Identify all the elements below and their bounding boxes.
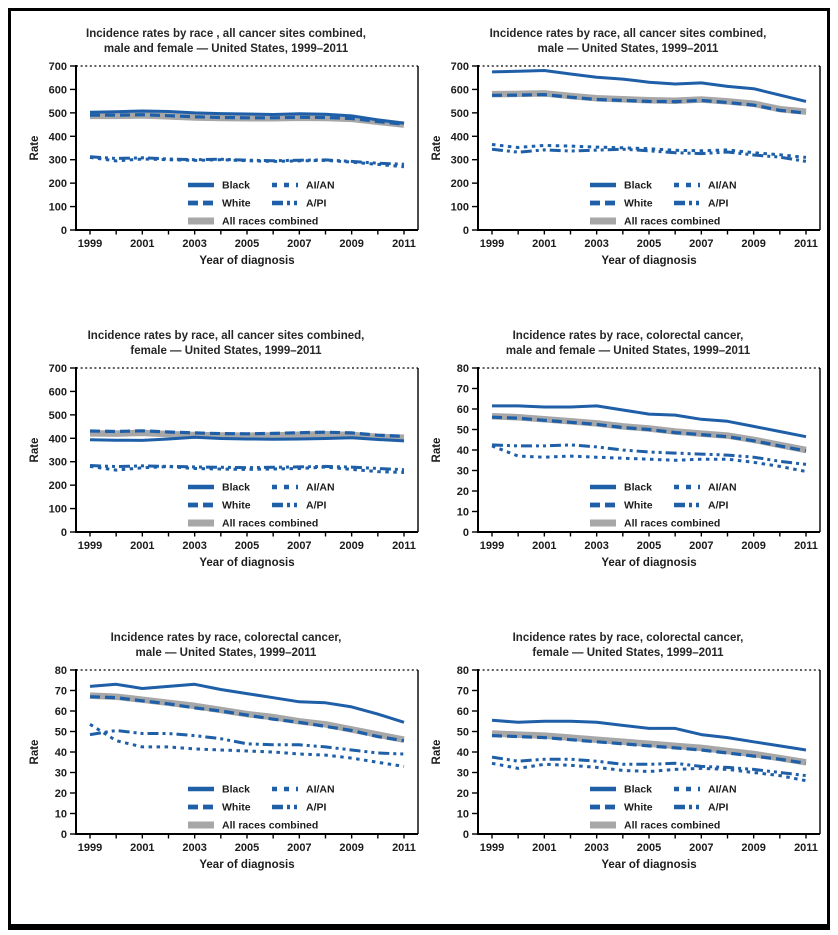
x-tick-label: 2009 — [741, 841, 766, 854]
x-tick-label: 2009 — [339, 539, 364, 552]
y-tick-label: 50 — [54, 726, 67, 739]
chart-title-line2: male and female — United States, 1999–2011 — [103, 42, 349, 55]
series-line-white — [90, 697, 404, 741]
y-tick-label: 400 — [48, 433, 67, 446]
legend-label-white: White — [222, 801, 251, 814]
y-tick-label: 50 — [456, 726, 469, 739]
y-tick-label: 80 — [456, 664, 469, 677]
y-tick-label: 100 — [48, 201, 67, 214]
y-tick-label: 500 — [48, 409, 67, 422]
y-tick-label: 10 — [456, 808, 469, 821]
chart-all-sites-male-female — [25, 23, 427, 325]
x-tick-label: 2001 — [130, 539, 155, 552]
y-tick-label: 30 — [54, 767, 67, 780]
series-line-white — [492, 735, 806, 763]
chart-title-line1: Incidence rates by race, colorectal cancer, — [512, 330, 744, 342]
series-line-a-pi — [492, 149, 806, 161]
y-tick-label: 300 — [450, 154, 469, 167]
series-line-a-pi — [90, 157, 404, 165]
chart-colorectal-female — [427, 627, 829, 929]
series-line-a-pi — [492, 445, 806, 465]
series-line-black — [492, 70, 806, 101]
x-axis-label: Year of diagnosis — [601, 858, 697, 871]
legend-label-ai-an: AI/AN — [708, 783, 737, 796]
legend-label-black: Black — [624, 783, 653, 796]
x-tick-label: 2009 — [741, 237, 766, 250]
chart-title — [37, 631, 415, 661]
x-tick-label: 1999 — [479, 237, 505, 250]
legend-label-white: White — [624, 499, 653, 512]
legend-label-a-pi: A/PI — [708, 197, 729, 210]
series-line-ai-an — [492, 763, 806, 780]
legend-label-ai-an: AI/AN — [306, 481, 335, 494]
y-tick-label: 200 — [450, 178, 469, 191]
legend-label-all-races-combined: All races combined — [222, 215, 319, 228]
x-tick-label: 2003 — [182, 841, 207, 854]
x-axis-label: Year of diagnosis — [199, 254, 295, 267]
x-tick-label: 2007 — [689, 237, 714, 250]
y-tick-label: 700 — [48, 362, 67, 375]
y-tick-label: 0 — [60, 828, 67, 841]
y-tick-label: 60 — [456, 403, 469, 416]
legend-label-a-pi: A/PI — [708, 499, 729, 512]
chart-all-sites-female — [25, 325, 427, 627]
legend-label-a-pi: A/PI — [306, 499, 327, 512]
legend-label-white: White — [624, 197, 653, 210]
x-tick-label: 2001 — [130, 237, 155, 250]
x-tick-label: 1999 — [77, 539, 103, 552]
x-tick-label: 2005 — [636, 539, 662, 552]
x-tick-label: 2005 — [636, 237, 662, 250]
y-tick-label: 500 — [450, 107, 469, 120]
chart-title — [439, 27, 817, 57]
y-tick-label: 40 — [456, 444, 469, 457]
legend-label-ai-an: AI/AN — [708, 179, 737, 192]
x-tick-label: 2007 — [689, 539, 714, 552]
y-tick-label: 600 — [48, 84, 67, 97]
x-tick-label: 2007 — [287, 841, 312, 854]
chart-title-line2: female — United States, 1999–2011 — [532, 646, 724, 659]
x-tick-label: 2007 — [689, 841, 714, 854]
y-tick-label: 30 — [456, 767, 469, 780]
y-tick-label: 300 — [48, 456, 67, 469]
y-axis-label: Rate — [29, 135, 41, 161]
chart-title — [37, 27, 415, 57]
y-tick-label: 20 — [456, 485, 469, 498]
series-line-black — [90, 437, 404, 441]
y-tick-label: 10 — [54, 808, 67, 821]
y-tick-label: 600 — [450, 84, 469, 97]
x-tick-label: 2009 — [339, 841, 364, 854]
y-tick-label: 600 — [48, 386, 67, 399]
legend-label-a-pi: A/PI — [306, 197, 327, 210]
x-tick-label: 2009 — [741, 539, 766, 552]
x-tick-label: 2003 — [584, 841, 609, 854]
chart-title — [439, 329, 817, 359]
legend-label-black: Black — [222, 179, 251, 192]
chart-canvas-all-sites-male — [428, 59, 828, 269]
legend-label-all-races-combined: All races combined — [624, 819, 721, 832]
y-tick-label: 70 — [456, 383, 469, 396]
y-axis-label: Rate — [431, 135, 443, 161]
x-tick-label: 2005 — [234, 539, 260, 552]
chart-title-line1: Incidence rates by race, all cancer sites combined, — [489, 28, 767, 40]
legend-label-black: Black — [222, 481, 251, 494]
legend-label-all-races-combined: All races combined — [222, 517, 319, 530]
y-tick-label: 500 — [48, 107, 67, 120]
legend-label-black: Black — [624, 179, 653, 192]
x-tick-label: 2009 — [339, 237, 364, 250]
y-tick-label: 60 — [54, 705, 67, 718]
y-tick-label: 0 — [60, 526, 67, 539]
x-tick-label: 2011 — [392, 237, 416, 250]
chart-canvas-all-sites-female — [26, 361, 426, 571]
legend-label-all-races-combined: All races combined — [624, 215, 721, 228]
x-axis-label: Year of diagnosis — [199, 858, 295, 871]
x-tick-label: 2011 — [392, 539, 416, 552]
x-axis-label: Year of diagnosis — [601, 254, 697, 267]
series-line-white — [492, 417, 806, 451]
x-tick-label: 2007 — [287, 237, 312, 250]
series-line-a-pi — [492, 757, 806, 776]
legend-label-white: White — [222, 499, 251, 512]
legend-label-ai-an: AI/AN — [708, 481, 737, 494]
y-tick-label: 700 — [48, 60, 67, 73]
y-tick-label: 100 — [48, 503, 67, 516]
chart-title-line2: male — United States, 1999–2011 — [537, 42, 719, 55]
y-tick-label: 30 — [456, 465, 469, 478]
x-tick-label: 1999 — [77, 237, 103, 250]
x-axis-label: Year of diagnosis — [199, 556, 295, 569]
chart-title — [37, 329, 415, 359]
chart-canvas-all-sites-male-female — [26, 59, 426, 269]
y-tick-label: 60 — [456, 705, 469, 718]
y-tick-label: 80 — [54, 664, 67, 677]
legend-label-white: White — [624, 801, 653, 814]
legend-label-black: Black — [624, 481, 653, 494]
y-tick-label: 0 — [462, 224, 469, 237]
y-tick-label: 200 — [48, 480, 67, 493]
x-tick-label: 1999 — [77, 841, 103, 854]
legend-label-black: Black — [222, 783, 251, 796]
y-axis-label: Rate — [431, 739, 443, 765]
x-tick-label: 2001 — [532, 539, 557, 552]
chart-title-line1: Incidence rates by race, colorectal cancer, — [110, 632, 342, 644]
legend-label-all-races-combined: All races combined — [624, 517, 721, 530]
x-tick-label: 1999 — [479, 841, 505, 854]
chart-title-line1: Incidence rates by race, all cancer sites combined, — [87, 330, 365, 342]
legend-label-white: White — [222, 197, 251, 210]
legend-label-all-races-combined: All races combined — [222, 819, 319, 832]
y-tick-label: 400 — [450, 131, 469, 144]
x-tick-label: 2003 — [182, 237, 207, 250]
legend-label-ai-an: AI/AN — [306, 179, 335, 192]
chart-colorectal-male-female — [427, 325, 829, 627]
y-tick-label: 0 — [60, 224, 67, 237]
y-tick-label: 20 — [54, 787, 67, 800]
chart-title-line2: male — United States, 1999–2011 — [135, 646, 317, 659]
x-tick-label: 2005 — [234, 841, 260, 854]
y-tick-label: 80 — [456, 362, 469, 375]
chart-title — [439, 631, 817, 661]
x-axis-label: Year of diagnosis — [601, 556, 697, 569]
x-tick-label: 2011 — [794, 841, 818, 854]
x-tick-label: 2001 — [532, 841, 557, 854]
legend-label-a-pi: A/PI — [306, 801, 327, 814]
x-tick-label: 2001 — [130, 841, 155, 854]
y-tick-label: 70 — [456, 685, 469, 698]
chart-title-line1: Incidence rates by race , all cancer sites combined, — [86, 28, 366, 40]
y-tick-label: 40 — [54, 746, 67, 759]
chart-all-sites-male — [427, 23, 829, 325]
y-tick-label: 100 — [450, 201, 469, 214]
chart-canvas-colorectal-male — [26, 663, 426, 873]
x-tick-label: 2003 — [584, 539, 609, 552]
x-tick-label: 2005 — [636, 841, 662, 854]
chart-title-line2: female — United States, 1999–2011 — [130, 344, 322, 357]
x-tick-label: 2003 — [182, 539, 207, 552]
x-tick-label: 2011 — [392, 841, 416, 854]
x-tick-label: 2007 — [287, 539, 312, 552]
x-tick-label: 2005 — [234, 237, 260, 250]
x-tick-label: 1999 — [479, 539, 505, 552]
x-tick-label: 2011 — [794, 237, 818, 250]
y-axis-label: Rate — [431, 437, 443, 463]
series-line-all-races-combined — [90, 695, 404, 739]
chart-canvas-colorectal-male-female — [428, 361, 828, 571]
y-tick-label: 40 — [456, 746, 469, 759]
x-tick-label: 2001 — [532, 237, 557, 250]
y-axis-label: Rate — [29, 437, 41, 463]
x-tick-label: 2011 — [794, 539, 818, 552]
chart-title-line2: male and female — United States, 1999–2011 — [505, 344, 751, 357]
y-tick-label: 200 — [48, 178, 67, 191]
legend-label-ai-an: AI/AN — [306, 783, 335, 796]
y-tick-label: 400 — [48, 131, 67, 144]
legend-label-a-pi: A/PI — [708, 801, 729, 814]
y-tick-label: 300 — [48, 154, 67, 167]
y-axis-label: Rate — [29, 739, 41, 765]
y-tick-label: 10 — [456, 506, 469, 519]
chart-canvas-colorectal-female — [428, 663, 828, 873]
y-tick-label: 0 — [462, 526, 469, 539]
chart-title-line1: Incidence rates by race, colorectal cancer, — [512, 632, 744, 644]
y-tick-label: 50 — [456, 424, 469, 437]
figure-border — [8, 8, 830, 930]
y-tick-label: 0 — [462, 828, 469, 841]
x-tick-label: 2003 — [584, 237, 609, 250]
y-tick-label: 20 — [456, 787, 469, 800]
chart-colorectal-male — [25, 627, 427, 929]
y-tick-label: 70 — [54, 685, 67, 698]
charts-grid — [25, 23, 823, 929]
y-tick-label: 700 — [450, 60, 469, 73]
